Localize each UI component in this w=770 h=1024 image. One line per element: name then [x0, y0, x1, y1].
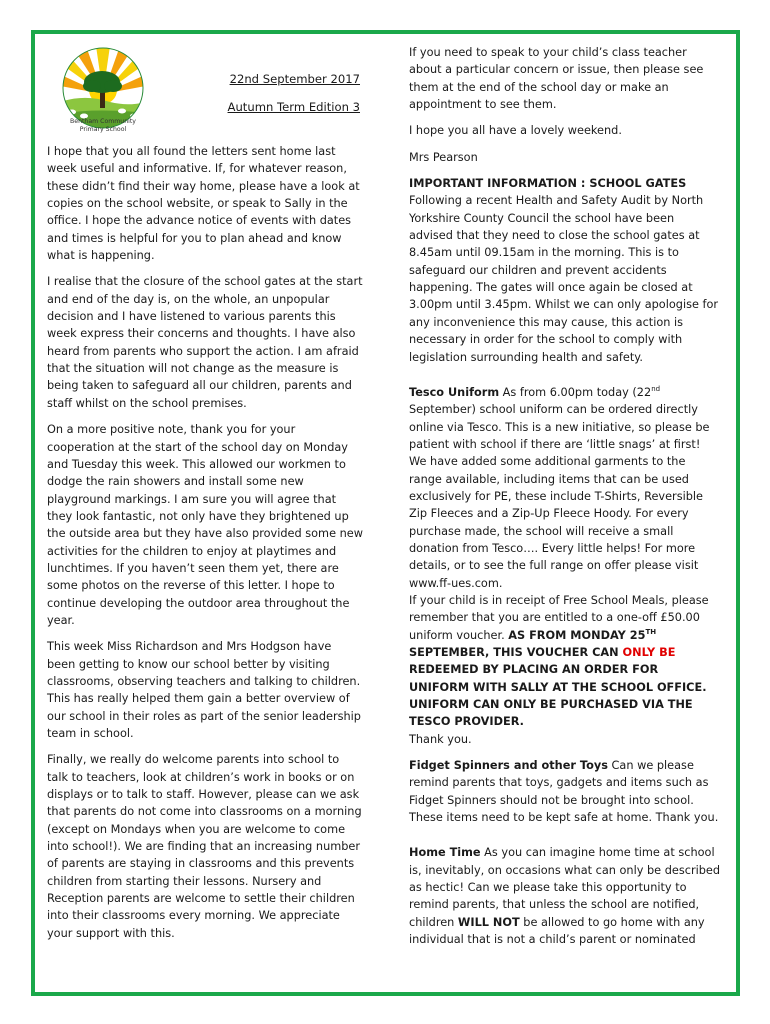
paragraph-leadership: This week Miss Richardson and Mrs Hodgson have been getting to know our school better by visiting classrooms, observing teachers and talking to children. This has really helped them gain a better overview of our school in their roles as part of the senior leadership team in school.	[47, 640, 361, 740]
newsletter-date: 22nd September 2017	[229, 72, 360, 86]
fsm-date-suffix: TH	[645, 627, 657, 636]
fsm-bold-1: AS FROM MONDAY 25	[508, 628, 646, 642]
fidget-body: Can we please remind parents that toys, gadgets and items such as Fidget Spinners should not be brought into school. These items need to be kept safe at home. Thank you.	[409, 759, 719, 825]
home-time-emphasis: WILL NOT	[457, 915, 520, 929]
paragraph-weekend: I hope you all have a lovely weekend.	[409, 124, 622, 138]
paragraph-letters: I hope that you all found the letters sent home last week useful and informative. If, for whatever reason, these didn’t find their way home, please have a look at copies on the school website, or speak to Sally in the office. I hope the advance notice of events with dates and times is helpful for you to plan ahead and know what is happening.	[47, 145, 360, 263]
section-school-gates	[409, 175, 721, 366]
heading-tesco-uniform: Tesco Uniform	[409, 385, 500, 399]
newsletter-edition: Autumn Term Edition 3	[227, 100, 360, 114]
signature: Mrs Pearson	[409, 150, 478, 164]
logo-caption-line-1: Bentham Community	[70, 118, 136, 125]
tesco-intro: As from 6.00pm today (22	[499, 385, 652, 399]
fsm-bold-3: REDEEMED BY PLACING AN ORDER FOR UNIFORM WITH SALLY AT THE SCHOOL OFFICE. UNIFORM CAN ONLY BE PURCHASED VIA THE TESCO PROVIDER.	[409, 663, 707, 729]
logo-caption	[50, 118, 156, 134]
heading-school-gates: IMPORTANT INFORMATION : SCHOOL GATES	[409, 177, 687, 191]
tesco-body: September) school uniform can be ordered directly online via Tesco. This is a new initiative, so please be patient with school if there are ‘little snags’ at first! We have added some additional garments to the range available, including items that can be used exclusively for PE, these include T-Shirts, Reversible Zip Fleeces and a Zip-Up Fleece Hoody. For every purchase made, the school will receive a small donation from Tesco…. Every little helps! For more details, or to see the full range on offer please visit www.ff-ues.com.	[409, 403, 710, 590]
left-column	[47, 143, 363, 951]
right-column	[409, 44, 721, 958]
school-gates-body: Following a recent Health and Safety Audit by North Yorkshire County Council the school have been advised that they need to close the school gates at 8.45am until 09.15am in the morning. This is to safeguard our children and prevent accidents happening. The gates will once again be closed at 3.00pm until 3.45pm. Whilst we can only apologise for any inconvenience this may cause, this action is necessary in order for the school to comply with legislation surrounding health and safety.	[409, 194, 719, 364]
fsm-red-emphasis: ONLY BE	[622, 646, 676, 659]
fsm-bold-2: SEPTEMBER, THIS VOUCHER CAN	[409, 646, 623, 659]
paragraph-gates-closure: I realise that the closure of the school gates at the start and end of the day is, on the whole, an unpopular decision and I have listened to various parents this week express their concerns and thoughts. I have also heard from parents who support the action. I am afraid that the situation will not change as the measure is being taken to safeguard all our children, parents and staff whilst on the school premises.	[47, 275, 363, 410]
tesco-date-suffix: nd	[651, 385, 661, 394]
section-tesco-uniform	[409, 384, 721, 592]
section-fidget-spinners	[409, 757, 721, 826]
fsm-thanks: Thank you.	[409, 732, 472, 746]
home-time-body-2: be allowed to go home with any individual that is not a child’s parent or nominated	[409, 915, 705, 947]
paragraph-playground: On a more positive note, thank you for your cooperation at the start of the school day on Monday and Tuesday this week. This allowed our workmen to dodge the rain showers and install some new playground markings. I am sure you will agree that they look fantastic, not only have they brightened up the outside area but they have also provided some new activities for the children to enjoy at playtimes and lunchtimes. If you haven’t seen them yet, there are some photos on the reverse of this letter. I hope to continue developing the outdoor area throughout the year.	[47, 423, 363, 627]
home-time-body-1: As you can imagine home time at school is, inevitably, on occasions what can only be described as hectic! Can we please take this opportunity to remind parents, that unless the school are notified, children	[409, 846, 721, 929]
heading-home-time: Home Time	[409, 846, 481, 860]
logo-caption-line-2: Primary School	[79, 126, 127, 133]
heading-fidget-spinners: Fidget Spinners and other Toys	[409, 759, 608, 773]
paragraph-classroom-visits: Finally, we really do welcome parents into school to talk to teachers, look at children’s work in books or on displays or to talk to staff. However, please can we ask that parents do not come into classrooms on a morning (except on Mondays when you are welcome to come into school!). We are finding that an increasing number of parents are staying in classrooms and this prevents children from starting their lessons. Nursery and Reception parents are welcome to settle their children into their classrooms every morning. We appreciate your support with this.	[47, 753, 362, 940]
paragraph-class-teacher: If you need to speak to your child’s class teacher about a particular concern or issue, then please see them at the end of the school day or make an appointment to see them.	[409, 46, 704, 112]
section-free-school-meals	[409, 592, 721, 748]
fsm-text: If your child is in receipt of Free School Meals, please remember that you are entitled to a one-off £50.00 uniform voucher.	[409, 593, 709, 642]
section-home-time	[409, 844, 721, 948]
